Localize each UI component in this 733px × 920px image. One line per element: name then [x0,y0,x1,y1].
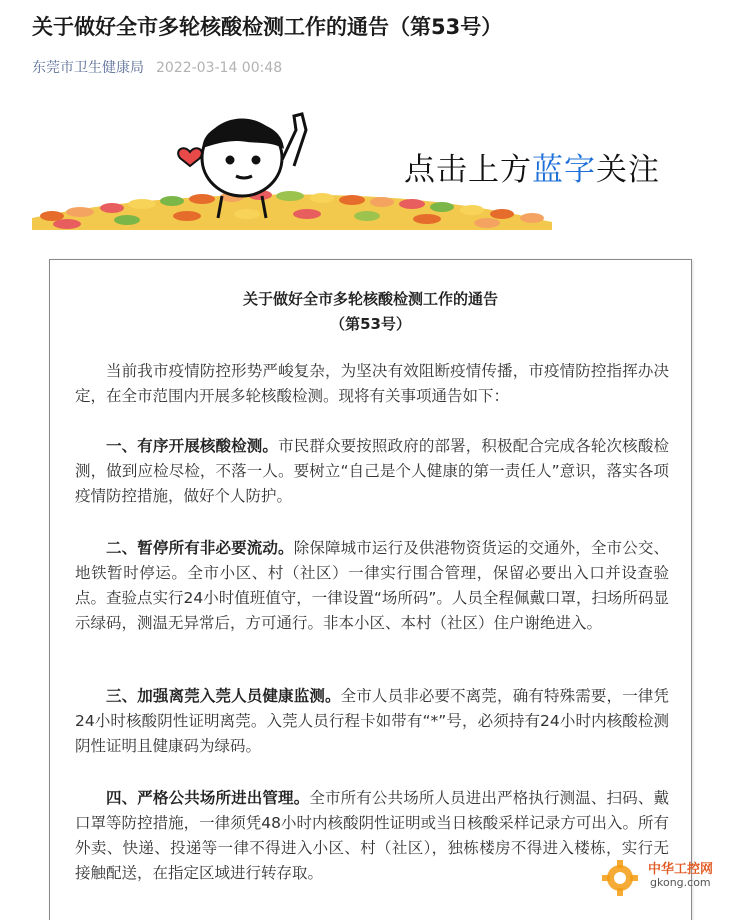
section-4-heading: 四、严格公共场所进出管理。 [106,789,310,807]
notice-card [49,259,692,920]
follow-banner [32,100,712,230]
notice-title: 关于做好全市多轮核酸检测工作的通告 [242,290,498,308]
article-meta [32,58,282,78]
section-3-heading: 三、加强离莞入莞人员健康监测。 [106,687,341,705]
follow-prompt-suffix: 关注 [596,152,660,188]
section-2-body: 除保障城市运行及供港物资货运的交通外，全市公交、地铁暂时停运。全市小区、村（社区）一律实行围合管理，保留必要出入口并设查验点。查验点实行24小时值班值守，一律设置“场所码”。人员全程佩戴口罩，扫场所码显示绿码，测温无异常后，方可通行。非本小区、本村（社区）住户谢绝进入。 [75,539,669,632]
watermark [600,852,730,902]
section-2-heading: 二、暂停所有非必要流动。 [106,539,294,557]
notice-number: （第53号） [330,315,411,333]
follow-prompt[interactable] [404,150,660,190]
gear-logo-icon [600,858,640,898]
section-1 [75,434,669,509]
section-1-body: 市民群众要按照政府的部署，积极配合完成各轮次核酸检测，做到应检尽检，不落一人。要树立“自己是个人健康的第一责任人”意识，落实各项疫情防控措施，做好个人防护。 [75,437,669,505]
follow-prompt-prefix: 点击上方 [404,152,532,188]
heart-icon [178,148,202,166]
section-4-body: 全市所有公共场所人员进出严格执行测温、扫码、戴口罩等防控措施，一律须凭48小时内核酸阴性证明或当日核酸采样记录方可出入。所有外卖、快递、投递等一律不得进入小区、村（社区），独栋楼房不得进入楼栋，实行无接触配送，在指定区域进行转存取。 [75,789,669,882]
section-2 [75,536,669,636]
watermark-url: gkong.com [650,876,711,889]
section-3 [75,684,669,759]
publish-time: 2022-03-14 00:48 [156,60,283,76]
author-link[interactable]: 东莞市卫生健康局 [32,60,144,76]
follow-prompt-highlight: 蓝字 [532,152,596,188]
notice-intro: 当前我市疫情防控形势严峻复杂，为坚决有效阻断疫情传播，市疫情防控指挥办决定，在全市范围内开展多轮核酸检测。现将有关事项通告如下： [75,362,669,405]
section-3-body: 全市人员非必要不离莞，确有特殊需要，一律凭24小时核酸阴性证明离莞。入莞人员行程卡如带有“*”号，必须持有24小时内核酸检测阴性证明且健康码为绿码。 [75,687,669,755]
section-4 [75,786,669,886]
section-1-heading: 一、有序开展核酸检测。 [106,437,279,455]
watermark-brand: 中华工控网 [648,862,714,877]
article-title: 关于做好全市多轮核酸检测工作的通告（第53号） [32,15,503,39]
